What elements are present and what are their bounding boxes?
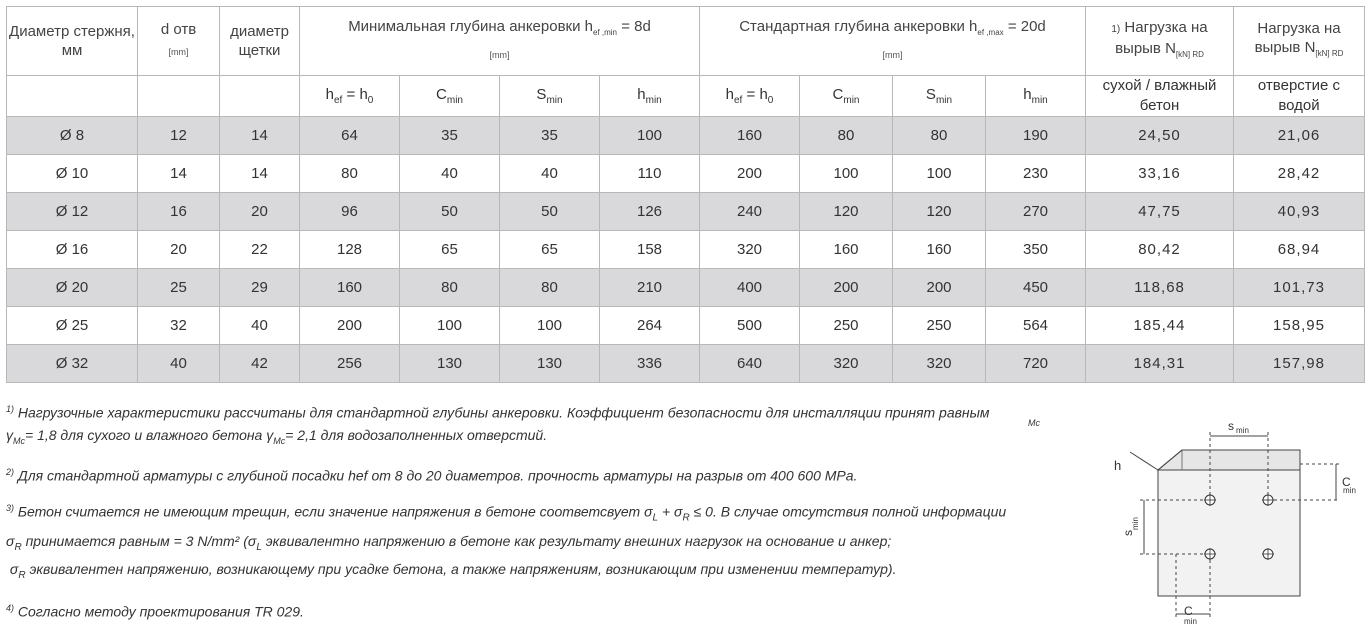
cell-h2: 230 (986, 155, 1086, 193)
cell-dia: Ø 8 (7, 117, 138, 155)
cell-h2: 720 (986, 345, 1086, 383)
cell-c2: 100 (800, 155, 893, 193)
cell-s2: 100 (893, 155, 986, 193)
sub-smin-1: $S_{min}$ (500, 76, 600, 117)
cell-d: 25 (138, 269, 220, 307)
anchor-spec-table (6, 6, 1365, 383)
cell-h1: 336 (600, 345, 700, 383)
cell-s1: 80 (500, 269, 600, 307)
cell-c2: 120 (800, 193, 893, 231)
cell-c2: 250 (800, 307, 893, 345)
cell-hef2: 400 (700, 269, 800, 307)
subheader-row (7, 76, 1365, 117)
cell-s2: 80 (893, 117, 986, 155)
sub-hef-1: $h_{ef} = h_0$ (300, 76, 400, 117)
label-cmin-right: C (1342, 475, 1351, 489)
cell-h1: 210 (600, 269, 700, 307)
sub-hef-2: $h_{ef} = h_0$ (700, 76, 800, 117)
cell-s1: 50 (500, 193, 600, 231)
cell-hef2: 200 (700, 155, 800, 193)
cell-s2: 120 (893, 193, 986, 231)
label-cmin-bottom-sub: min (1184, 617, 1197, 626)
cell-d: 14 (138, 155, 220, 193)
cell-s2: 250 (893, 307, 986, 345)
cell-dia: Ø 32 (7, 345, 138, 383)
label-smin-top: s (1228, 419, 1234, 433)
table-row (7, 269, 1365, 307)
cell-n2: 158,95 (1234, 307, 1365, 345)
cell-dia: Ø 16 (7, 231, 138, 269)
cell-hef1: 80 (300, 155, 400, 193)
cell-h2: 564 (986, 307, 1086, 345)
footnote-1-line1: $^{1)}$ Нагрузочные характеристики рассчитаны для стандартной глубины анкеровки. Коэффициент безопасности для инсталляции принят равным (6, 404, 990, 421)
block-front-face (1158, 470, 1300, 596)
cell-c1: 100 (400, 307, 500, 345)
cell-c1: 130 (400, 345, 500, 383)
cell-hef1: 128 (300, 231, 400, 269)
cell-hef1: 64 (300, 117, 400, 155)
table-row (7, 155, 1365, 193)
cell-brush: 14 (220, 155, 300, 193)
footnote-2: $^{2)}$ Для стандартной арматуры с глубиной посадки hef от 8 до 20 диаметров. прочность арматуры на разрыв от 400 600 MPa. (6, 467, 858, 485)
cell-s1: 35 (500, 117, 600, 155)
cell-n2: 21,06 (1234, 117, 1365, 155)
sub-cmin-2: $C_{min}$ (800, 76, 893, 117)
cell-s1: 65 (500, 231, 600, 269)
cell-dia: Ø 20 (7, 269, 138, 307)
label-smin-vertical-sub: min (1131, 517, 1140, 530)
cell-hef1: 160 (300, 269, 400, 307)
cell-n1: 184,31 (1086, 345, 1234, 383)
cell-n2: 68,94 (1234, 231, 1365, 269)
cell-c2: 200 (800, 269, 893, 307)
label-cmin-bottom: C (1184, 604, 1193, 618)
cell-s1: 130 (500, 345, 600, 383)
cell-n1: 47,75 (1086, 193, 1234, 231)
footnote-3-line1: $^{3)}$ Бетон считается не имеющим трещин, если значение напряжения в бетоне соответсвует $\sigma_L + \sigma_R \le 0$. В случае отсутствия полной информации (6, 503, 1007, 524)
cell-hef1: 200 (300, 307, 400, 345)
footnotes (6, 398, 1166, 623)
cell-hef2: 500 (700, 307, 800, 345)
cell-h1: 126 (600, 193, 700, 231)
cell-hef2: 320 (700, 231, 800, 269)
cell-n1: 33,16 (1086, 155, 1234, 193)
cell-h2: 350 (986, 231, 1086, 269)
cell-brush: 29 (220, 269, 300, 307)
header-min-depth: Минимальная глубина анкеровки $h_{ef ,min} = 8d$ [mm] (300, 7, 700, 76)
header-diameter: Диаметр стержня, мм (7, 7, 138, 76)
header-d-hole: d отв [mm] (138, 7, 220, 76)
cell-brush: 22 (220, 231, 300, 269)
cell-c1: 65 (400, 231, 500, 269)
cell-n1: 24,50 (1086, 117, 1234, 155)
cell-hef2: 640 (700, 345, 800, 383)
cell-h1: 100 (600, 117, 700, 155)
cell-n1: 80,42 (1086, 231, 1234, 269)
cell-n1: 185,44 (1086, 307, 1234, 345)
cell-dia: Ø 25 (7, 307, 138, 345)
block-top-face (1158, 450, 1300, 470)
cell-s2: 320 (893, 345, 986, 383)
footnote-mc-overlay: Mc (1028, 418, 1040, 428)
header-load-dry: 1) Нагрузка на вырыв $N_{[kN]}$ $_{RD}$ (1086, 7, 1234, 76)
table-row (7, 345, 1365, 383)
sub-water: отверстие с водой (1234, 76, 1365, 117)
cell-n2: 157,98 (1234, 345, 1365, 383)
cell-h2: 190 (986, 117, 1086, 155)
cell-h2: 450 (986, 269, 1086, 307)
cell-dia: Ø 10 (7, 155, 138, 193)
cell-n2: 40,93 (1234, 193, 1365, 231)
cell-n2: 101,73 (1234, 269, 1365, 307)
header-brush: диаметр щетки (220, 7, 300, 76)
cell-c1: 50 (400, 193, 500, 231)
cell-brush: 40 (220, 307, 300, 345)
cell-h1: 110 (600, 155, 700, 193)
cell-dia: Ø 12 (7, 193, 138, 231)
header-std-depth: Стандартная глубина анкеровки $h_{ef ,max} = 20d$ [mm] (700, 7, 1086, 76)
table-row (7, 193, 1365, 231)
cell-brush: 20 (220, 193, 300, 231)
dim-h-leader (1130, 452, 1158, 470)
cell-c1: 80 (400, 269, 500, 307)
cell-brush: 14 (220, 117, 300, 155)
sub-hmin-1: $h_{min}$ (600, 76, 700, 117)
footnote-3-line3: $\sigma_R$ эквивалентен напряжению, возникающему при усадке бетона, а также напряжениям, возникающим при изменении температур). (9, 561, 897, 582)
sub-hmin-2: $h_{min}$ (986, 76, 1086, 117)
sub-smin-2: $S_{min}$ (893, 76, 986, 117)
label-h: h (1114, 458, 1122, 473)
footnote-1-line2: $\gamma_{Mc}= 1,8$ для сухого и влажного бетона $\gamma_{Mc}= 2,1$ для водозаполненных отверстий. (6, 426, 548, 446)
label-cmin-right-sub: min (1343, 486, 1356, 495)
header-load-water: Нагрузка на вырыв $N_{[kN]}$ $_{RD}$ (1234, 7, 1365, 76)
cell-d: 40 (138, 345, 220, 383)
table-row (7, 117, 1365, 155)
cell-c2: 160 (800, 231, 893, 269)
cell-brush: 42 (220, 345, 300, 383)
cell-c1: 35 (400, 117, 500, 155)
cell-hef2: 240 (700, 193, 800, 231)
cell-n1: 118,68 (1086, 269, 1234, 307)
header-row (7, 7, 1365, 76)
cell-n2: 28,42 (1234, 155, 1365, 193)
label-smin-vertical: s (1121, 530, 1135, 536)
cell-h2: 270 (986, 193, 1086, 231)
cell-d: 16 (138, 193, 220, 231)
cell-s2: 200 (893, 269, 986, 307)
cell-s2: 160 (893, 231, 986, 269)
cell-d: 20 (138, 231, 220, 269)
label-smin-top-sub: min (1236, 426, 1249, 435)
cell-d: 32 (138, 307, 220, 345)
footnote-4: $^{4)}$ Согласно методу проектирования TR 029. (6, 603, 304, 620)
cell-s1: 40 (500, 155, 600, 193)
table-row (7, 231, 1365, 269)
cell-c2: 80 (800, 117, 893, 155)
table-row (7, 307, 1365, 345)
cell-h1: 158 (600, 231, 700, 269)
cell-h1: 264 (600, 307, 700, 345)
cell-s1: 100 (500, 307, 600, 345)
cell-hef1: 256 (300, 345, 400, 383)
sub-cmin-1: $C_{min}$ (400, 76, 500, 117)
anchor-spacing-diagram (1100, 418, 1368, 628)
cell-d: 12 (138, 117, 220, 155)
footnote-3-line2: $\sigma_R$ принимается равным = 3 N/mm² ($\sigma_L$ эквивалентно напряжению в бетоне как результату внешних нагрузок на основание и анкер; (6, 532, 892, 553)
cell-hef1: 96 (300, 193, 400, 231)
cell-hef2: 160 (700, 117, 800, 155)
cell-c1: 40 (400, 155, 500, 193)
cell-c2: 320 (800, 345, 893, 383)
sub-dry: сухой / влажный бетон (1086, 76, 1234, 117)
